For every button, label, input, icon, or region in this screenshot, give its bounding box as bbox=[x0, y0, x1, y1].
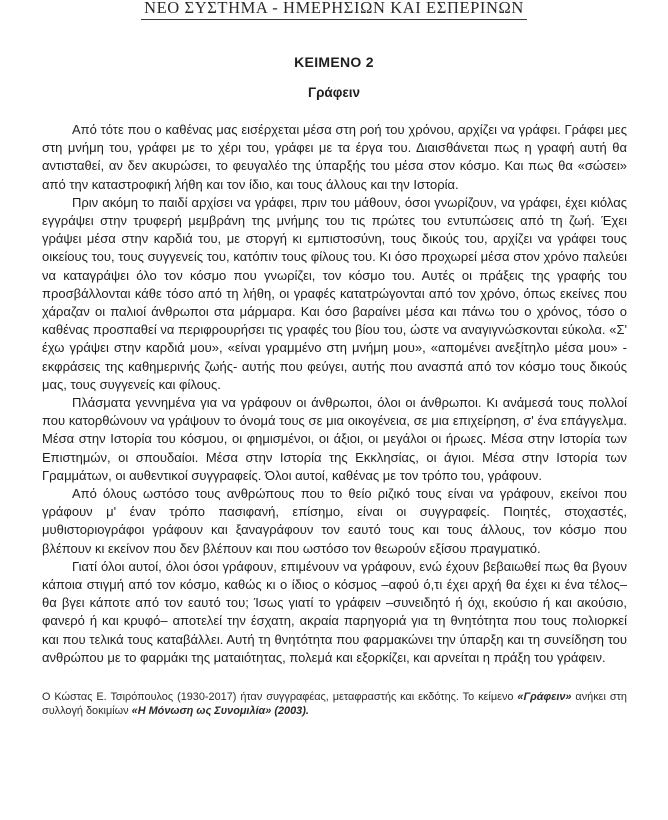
source-footnote bbox=[42, 691, 627, 719]
page-header bbox=[0, 0, 668, 20]
footnote-collection-title: «Η Μόνωση ως Συνομιλία» (2003). bbox=[131, 704, 309, 717]
paragraph-3: Πλάσματα γεννημένα για να γράφουν οι άνθρωποι, όλοι οι άνθρωποι. Κι ανάμεσά τους πολλοί που κατορθώνουν να γράψουν το όνομά τους σε μια οικογένεια, σε μια επιχείρηση, σ' ένα επάγγελμα. Μέσα στην Ιστορία του κόσμου, οι φημισμένοι, οι άξιοι, οι μεγάλοι οι ήρωες. Μέσα στην Ιστορία των Επιστημών, οι σπουδαίοι. Μέσα στην Ιστορία της Εκκλησίας, οι άγιοι. Μέσα στην Ιστορία των Γραμμάτων, οι αυθεντικοί συγγραφείς. Όλοι αυτοί, καθένας με τον τρόπο του, γράφουν. bbox=[42, 395, 627, 483]
footnote-text: ανήκει στη συλλογή δοκιμίων bbox=[42, 691, 627, 717]
paragraph-1: Από τότε που ο καθένας μας εισέρχεται μέσα στη ροή του χρόνου, αρχίζει να γράφει. Γράφει μες στη μνήμη του, γράφει με το χέρι του, γράφει με τα έργα του. Διαισθάνεται πως η γραφή αυτή θα αντισταθεί, αν δεν ακυρώσει, το φευγαλέο της ύπαρξής του μέσα στον κόσμο. Και πως θα «σώσει» από την καταστροφική λήθη και τον ίδιο, και τους άλλους και την Ιστορία. bbox=[42, 122, 627, 192]
paragraph-5: Γιατί όλοι αυτοί, όλοι όσοι γράφουν, επιμένουν να γράφουν, ενώ έχουν βεβαιωθεί πως θα βγουν κάποια στιγμή από τον κόσμο, καθώς κι ο ίδιος ο κόσμος –αφού ό,τι έχει αρχή θα έχει κι ένα τέλος– θα βγει κάποτε από τον εαυτό του; Ίσως γιατί το γράφειν –συνειδητό ή όχι, εκούσιο ή και ακούσιο, φανερό ή και κρυφό– αποτελεί την έσχατη, ακραία παρηγοριά για τη θνητότητα που τους πολιορκεί και που τελικά τους καταβάλλει. Αυτή τη θνητότητα που φαρμακώνει την ύπαρξη και τη συνείδηση του ανθρώπου με το φαρμάκι της ματαιότητας, πολεμά και εξορκίζει, και αρνείται η πράξη του γράφειν. bbox=[42, 558, 627, 665]
exam-system-heading: ΝΕΟ ΣΥΣΤΗΜΑ - ΗΜΕΡΗΣΙΩΝ ΚΑΙ ΕΣΠΕΡΙΝΩΝ bbox=[141, 0, 527, 20]
footnote-work-title: «Γράφειν» bbox=[517, 691, 572, 704]
footnote-text: Ο Κώστας Ε. Τσιρόπουλος (1930-2017) ήταν συγγραφέας, μεταφραστής και εκδότης. Το κείμενο bbox=[42, 691, 518, 704]
text-title: Γράφειν bbox=[307, 85, 361, 100]
section-title: ΚΕΙΜΕΝΟ 2 bbox=[294, 54, 374, 70]
body-text bbox=[42, 121, 627, 667]
paragraph-2: Πριν ακόμη το παιδί αρχίσει να γράφει, πριν του μάθουν, όσοι γνωρίζουν, να γράφει, έχει κιόλας εγγράψει στην τρυφερή μεμβράνη της μνήμης του τις πρώτες του εντυπώσεις από τη ζωή. Έχει γράψει μέσα στην καρδιά του, με στοργή κι εμπιστοσύνη, τους δικούς του, αρχίζει να γράφει τους οικείους του, τους συγγενείς του, κατόπιν τους φίλους του. Κι όσο προχωρεί μέσα στον χρόνο παλεύει να καταγράψει όλο τον κόσμο που γνωρίζει, τον κόσμο του. Αυτές οι πράξεις της γραφής του προσβάλλονται κάθε τόσο από τη λήθη, οι γραφές κατατρώγονται από τον χρόνο, όπως εκείνες που χάραζαν οι παλιοί άνθρωποι στα μάρμαρα. Και όσο βαραίνει μέσα και πάνω του ο χρόνος, τόσο ο καθένας προσπαθεί να περιφρουρήσει τις γραφές του βίου του, ώστε να αναγιγνώσκονται εύκολα. «Σ' έχω γράψει στην καρδιά μου», «είναι γραμμένο στη μνήμη μου», «απομένει ανεξίτηλο μέσα μου» - εκφράσεις της καθημερινής ζωής- αυτής που φεύγει, αυτής που ανασπά από τον κόσμο τους δικούς μας, τους συγγενείς και φίλους. bbox=[42, 194, 627, 392]
paragraph-4: Από όλους ωστόσο τους ανθρώπους που το θείο ριζικό τους είναι να γράφουν, εκείνοι που γράφουν μ' έναν τρόπο πασιφανή, επίσημο, είναι οι συγγραφείς. Ποιητές, στοχαστές, μυθιστοριογράφοι γράφουν και ξαναγράφουν τον εαυτό τους και τους άλλους, τον κόσμο που βλέπουν κι εκείνον που δεν βλέπουν και που ωστόσο τον θεωρούν εξίσου πραγματικό. bbox=[42, 486, 627, 556]
